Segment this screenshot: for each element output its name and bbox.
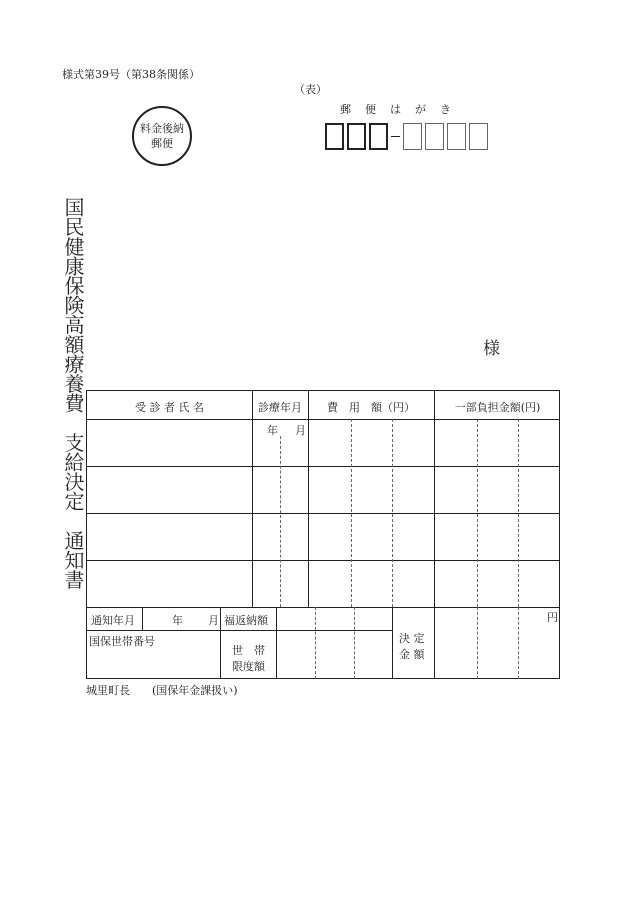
postal-code-boxes <box>325 123 491 150</box>
dash-line <box>477 607 478 679</box>
row-divider <box>87 419 559 420</box>
col-divider <box>142 607 143 630</box>
decision-amount-label-2: 金 額 <box>399 648 425 661</box>
household-limit-label-1: 世 帯 <box>232 644 265 657</box>
zip-box[interactable] <box>447 123 466 150</box>
col-divider <box>392 607 393 678</box>
zip-box[interactable] <box>469 123 488 150</box>
row-divider <box>87 466 559 467</box>
addressee-suffix: 様 <box>483 339 500 359</box>
dash-line <box>392 419 393 607</box>
household-number-label: 国保世帯番号 <box>89 635 155 648</box>
dash-line <box>518 607 519 679</box>
stamp-line1: 料金後納 <box>140 122 184 135</box>
yen-unit: 円 <box>547 611 558 624</box>
col-divider <box>252 391 253 607</box>
form-number: 様式第39号（第38条関係） <box>62 68 200 81</box>
issuer-footer: 城里町長 (国保年金課扱い) <box>86 684 238 697</box>
decision-amount-label-1: 決 定 <box>399 632 425 645</box>
col-divider <box>220 607 221 678</box>
zip-box[interactable] <box>403 123 422 150</box>
zip-box[interactable] <box>425 123 444 150</box>
benefit-table <box>86 390 560 679</box>
row-divider <box>87 560 559 561</box>
row-divider <box>87 630 392 631</box>
dash-line <box>351 419 352 607</box>
notice-year: 年 <box>172 614 183 627</box>
header-partial: 一部負担金額(円) <box>454 401 541 414</box>
dash-line <box>477 419 478 607</box>
year-label: 年 <box>267 424 278 437</box>
zip-box[interactable] <box>325 123 344 150</box>
col-divider <box>276 607 277 678</box>
dash-line <box>354 607 355 679</box>
welfare-refund-label: 福返納額 <box>224 614 268 627</box>
row-divider <box>87 513 559 514</box>
header-month: 診療年月 <box>258 401 302 414</box>
col-divider <box>434 391 435 678</box>
header-name: 受 診 者 氏 名 <box>135 401 204 414</box>
zip-box[interactable] <box>347 123 366 150</box>
dash-line <box>280 436 281 607</box>
zip-box[interactable] <box>369 123 388 150</box>
zip-separator <box>391 136 400 137</box>
notice-date-label: 通知年月 <box>91 614 135 627</box>
household-limit-label-2: 限度額 <box>232 660 265 673</box>
dash-line <box>315 607 316 679</box>
header-cost: 費 用 額（円） <box>327 401 415 414</box>
notice-month: 月 <box>208 614 219 627</box>
side-label: （表） <box>294 83 327 96</box>
document-title: 国民健康保険高額療養費 支給決定 通知書 <box>61 197 85 590</box>
postcard-label: 郵便はがき <box>340 103 465 116</box>
postage-paid-stamp <box>132 106 192 166</box>
month-label: 月 <box>295 424 306 437</box>
row-divider <box>87 607 559 608</box>
col-divider <box>308 391 309 607</box>
dash-line <box>518 419 519 607</box>
stamp-line2: 郵便 <box>151 137 173 150</box>
